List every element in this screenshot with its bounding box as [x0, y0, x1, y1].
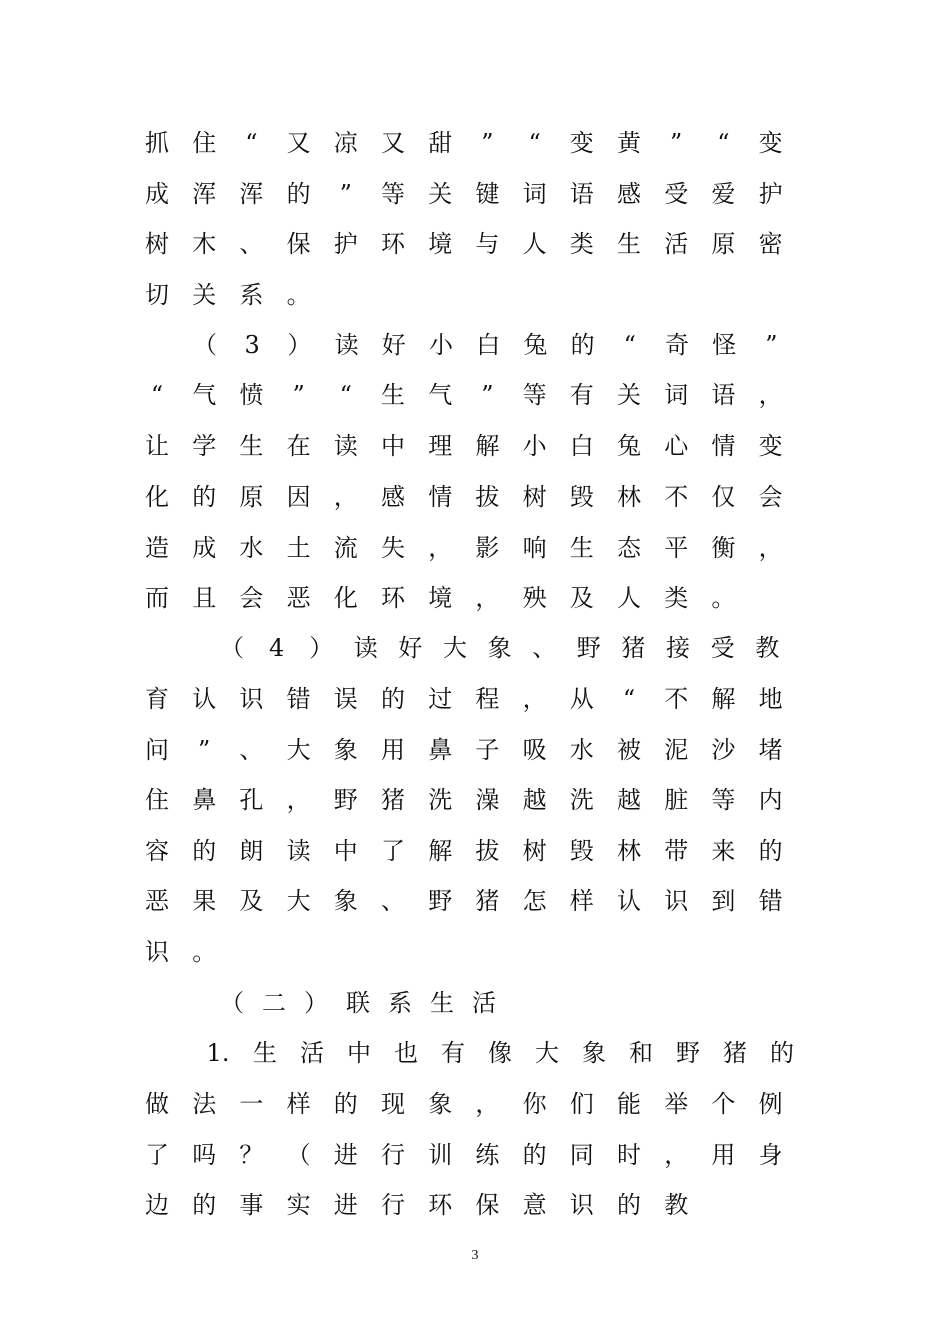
text-glyph: 情: [428, 483, 453, 511]
text-glyph: 浑: [192, 180, 217, 208]
text-glyph: 等: [522, 381, 547, 409]
text-glyph: 怪: [712, 331, 737, 359]
text-glyph: 认: [617, 887, 641, 915]
text-glyph: 举: [664, 1090, 689, 1118]
text-glyph: 中: [381, 432, 405, 460]
text-glyph: 切: [145, 281, 169, 309]
text-glyph: 了: [381, 837, 405, 865]
text-glyph: 树: [522, 837, 547, 865]
text-glyph: 情: [711, 432, 736, 460]
text-glyph: 键: [475, 180, 500, 208]
text-glyph: 读: [286, 837, 311, 865]
text-glyph: 洗: [569, 786, 594, 814]
text-glyph: 猪: [621, 634, 646, 662]
text-line: [0, 782, 950, 832]
text-glyph: 化: [333, 584, 358, 612]
text-glyph: ”: [481, 381, 494, 409]
text-glyph: 小: [522, 432, 547, 460]
text-glyph: 像: [488, 1039, 512, 1067]
text-glyph: 的: [758, 837, 783, 865]
text-glyph: 鼻: [428, 736, 453, 764]
text-glyph: 林: [617, 483, 641, 511]
text-glyph: 的: [617, 1191, 641, 1219]
text-glyph: 野: [576, 634, 601, 662]
text-glyph: 护: [758, 180, 783, 208]
text-glyph: ，: [428, 534, 453, 562]
text-glyph: 成: [192, 534, 217, 562]
text-glyph: 育: [145, 685, 169, 713]
text-glyph: 实: [286, 1191, 311, 1219]
text-glyph: 白: [476, 331, 501, 359]
text-line: [0, 530, 950, 580]
text-glyph: 学: [192, 432, 217, 460]
text-line: [0, 1137, 950, 1187]
text-glyph: 树: [145, 230, 169, 258]
text-glyph: 朗: [239, 837, 264, 865]
text-glyph: ”: [292, 381, 305, 409]
text-glyph: 的: [192, 837, 217, 865]
text-glyph: 到: [711, 887, 736, 915]
text-glyph: 与: [475, 230, 500, 258]
text-glyph: 的: [381, 685, 405, 713]
text-glyph: 等: [381, 180, 405, 208]
text-glyph: 吗: [192, 1141, 217, 1169]
text-glyph: 孔: [239, 786, 264, 814]
text-glyph: 因: [286, 483, 311, 511]
text-glyph: 保: [475, 1191, 500, 1219]
text-glyph: ，: [286, 786, 311, 814]
text-glyph: 象: [333, 736, 358, 764]
text-glyph: 的: [333, 1090, 358, 1118]
text-line: [0, 125, 950, 175]
text-glyph: ，: [333, 483, 358, 511]
text-glyph: 好: [381, 331, 406, 359]
text-glyph: 一: [239, 1090, 264, 1118]
text-glyph: 。: [711, 584, 736, 612]
text-glyph: 词: [664, 381, 689, 409]
text-glyph: 现: [381, 1090, 405, 1118]
text-glyph: 识: [145, 938, 169, 966]
text-glyph: 保: [286, 230, 311, 258]
text-line: [0, 428, 950, 478]
text-glyph: 在: [286, 432, 311, 460]
text-glyph: 语: [711, 381, 736, 409]
text-glyph: 识: [569, 1191, 594, 1219]
text-glyph: 恶: [286, 584, 311, 612]
text-line: [0, 580, 950, 630]
text-glyph: 你: [522, 1090, 547, 1118]
text-glyph: 例: [758, 1090, 783, 1118]
text-glyph: 地: [758, 685, 783, 713]
text-glyph: 澡: [475, 786, 500, 814]
text-glyph: （: [220, 634, 244, 662]
text-glyph: 来: [711, 837, 736, 865]
text-glyph: 流: [333, 534, 358, 562]
text-glyph: 教: [755, 634, 780, 662]
text-glyph: 二: [262, 989, 286, 1017]
text-glyph: 而: [145, 584, 169, 612]
text-glyph: 感: [617, 180, 641, 208]
text-glyph: 气: [428, 381, 453, 409]
text-glyph: 拔: [475, 837, 500, 865]
text-glyph: ”: [481, 129, 494, 157]
text-glyph: 毁: [569, 837, 594, 865]
text-glyph: 行: [381, 1191, 405, 1219]
text-glyph: 化: [145, 483, 169, 511]
text-glyph: 带: [664, 837, 689, 865]
text-glyph: 法: [192, 1090, 217, 1118]
text-glyph: 了: [145, 1141, 169, 1169]
text-glyph: 甜: [428, 129, 453, 157]
text-glyph: 抓: [145, 129, 169, 157]
text-glyph: 住: [192, 129, 217, 157]
text-glyph: 、: [239, 230, 264, 258]
text-glyph: 读: [334, 331, 359, 359]
text-glyph: 识: [664, 887, 689, 915]
text-glyph: ）: [309, 634, 334, 662]
text-glyph: 生: [253, 1039, 277, 1067]
text-glyph: 象: [333, 887, 358, 915]
text-glyph: 大: [286, 736, 311, 764]
text-glyph: 猪: [723, 1039, 747, 1067]
text-glyph: 住: [145, 786, 169, 814]
text-glyph: 林: [617, 837, 641, 865]
text-glyph: 原: [711, 230, 736, 258]
text-glyph: ，: [664, 1141, 689, 1169]
text-glyph: 接: [666, 634, 690, 662]
text-line: [0, 277, 950, 327]
text-line: [0, 681, 950, 731]
text-glyph: 解: [711, 685, 736, 713]
text-glyph: 拔: [475, 483, 500, 511]
text-glyph: 环: [428, 1191, 453, 1219]
text-glyph: 联: [346, 989, 370, 1017]
text-glyph: 水: [239, 534, 264, 562]
text-glyph: 变: [758, 129, 783, 157]
text-glyph: 密: [758, 230, 783, 258]
text-glyph: 成: [145, 180, 169, 208]
text-glyph: 气: [192, 381, 217, 409]
text-glyph: 进: [333, 1191, 358, 1219]
text-glyph: “: [150, 381, 164, 409]
text-glyph: 的: [192, 1191, 217, 1219]
text-glyph: 受: [710, 634, 735, 662]
text-glyph: 又: [286, 129, 311, 157]
text-line: [0, 934, 950, 984]
text-glyph: 仅: [711, 483, 736, 511]
text-glyph: 白: [569, 432, 594, 460]
text-glyph: 读: [333, 432, 358, 460]
text-glyph: 心: [664, 432, 689, 460]
text-glyph: 1.: [206, 1039, 230, 1067]
text-glyph: ，: [758, 381, 783, 409]
text-glyph: 问: [145, 736, 169, 764]
text-glyph: 恶: [145, 887, 169, 915]
text-glyph: 认: [192, 685, 217, 713]
text-glyph: 猪: [475, 887, 500, 915]
text-glyph: 兔: [617, 432, 641, 460]
text-glyph: 越: [617, 786, 641, 814]
text-glyph: 系: [239, 281, 264, 309]
text-glyph: 且: [192, 584, 217, 612]
text-glyph: 解: [475, 432, 500, 460]
text-glyph: 活: [664, 230, 689, 258]
text-glyph: ”: [765, 331, 778, 359]
text-glyph: 护: [333, 230, 358, 258]
text-glyph: ”: [670, 129, 683, 157]
text-glyph: “: [528, 129, 541, 157]
text-glyph: 水: [569, 736, 594, 764]
text-line: [0, 377, 950, 427]
text-glyph: 堵: [758, 736, 783, 764]
text-glyph: 的: [770, 1039, 794, 1067]
text-glyph: 感: [381, 483, 405, 511]
text-glyph: 树: [522, 483, 547, 511]
text-glyph: （: [220, 989, 244, 1017]
text-glyph: 。: [192, 938, 217, 966]
text-glyph: 教: [664, 1191, 689, 1219]
text-line: [0, 732, 950, 782]
text-glyph: 泥: [664, 736, 689, 764]
text-glyph: （: [193, 331, 217, 359]
text-glyph: 被: [617, 736, 641, 764]
text-glyph: 用: [381, 736, 405, 764]
text-glyph: 境: [428, 584, 453, 612]
text-glyph: （: [286, 1141, 311, 1169]
text-glyph: 殃: [522, 584, 547, 612]
text-glyph: 吸: [522, 736, 547, 764]
text-glyph: 越: [522, 786, 547, 814]
text-glyph: 读: [353, 634, 378, 662]
text-glyph: 内: [758, 786, 783, 814]
text-glyph: 生: [381, 381, 405, 409]
text-glyph: 、: [239, 736, 264, 764]
text-glyph: 及: [239, 887, 264, 915]
text-glyph: 错: [758, 887, 783, 915]
text-glyph: 受: [664, 180, 689, 208]
text-glyph: 生: [239, 432, 264, 460]
text-glyph: 活: [472, 989, 496, 1017]
text-glyph: 人: [617, 584, 641, 612]
text-line: [0, 1035, 950, 1085]
text-glyph: ？: [239, 1141, 264, 1169]
text-glyph: 理: [428, 432, 453, 460]
text-glyph: 生: [430, 989, 454, 1017]
text-glyph: 识: [239, 685, 264, 713]
text-glyph: 的: [522, 1141, 547, 1169]
text-glyph: 身: [758, 1141, 783, 1169]
page-number: 3: [471, 1248, 479, 1263]
text-glyph: 练: [475, 1141, 500, 1169]
text-glyph: 响: [522, 534, 547, 562]
text-glyph: 错: [286, 685, 311, 713]
text-glyph: 、: [532, 634, 557, 662]
text-line: [0, 1086, 950, 1136]
text-glyph: 黄: [617, 129, 641, 157]
text-glyph: 变: [758, 432, 783, 460]
text-line: [0, 176, 950, 226]
text-glyph: 让: [145, 432, 169, 460]
text-glyph: 大: [443, 634, 467, 662]
text-glyph: ，: [475, 1090, 500, 1118]
text-line: [0, 1187, 950, 1237]
text-glyph: 兔: [523, 331, 548, 359]
text-glyph: 时: [617, 1141, 641, 1169]
text-glyph: 衡: [711, 534, 736, 562]
text-glyph: 象: [487, 634, 512, 662]
text-glyph: 类: [664, 584, 689, 612]
text-glyph: ”: [198, 736, 211, 764]
text-glyph: 野: [676, 1039, 700, 1067]
text-glyph: 野: [333, 786, 358, 814]
text-glyph: 、: [381, 887, 405, 915]
text-glyph: 毁: [569, 483, 594, 511]
text-glyph: 鼻: [192, 786, 217, 814]
text-glyph: 子: [475, 736, 500, 764]
text-glyph: 样: [569, 887, 594, 915]
text-glyph: 野: [428, 887, 453, 915]
text-glyph: 能: [617, 1090, 641, 1118]
text-glyph: 沙: [711, 736, 736, 764]
text-glyph: 小: [429, 331, 453, 359]
text-glyph: 洗: [428, 786, 453, 814]
text-glyph: 愤: [239, 381, 264, 409]
text-glyph: 环: [381, 584, 405, 612]
text-glyph: 大: [286, 887, 311, 915]
text-glyph: 从: [569, 685, 594, 713]
text-glyph: 的: [286, 180, 311, 208]
text-glyph: 人: [522, 230, 547, 258]
text-glyph: 训: [428, 1141, 453, 1169]
text-glyph: 语: [569, 180, 594, 208]
text-glyph: 环: [381, 230, 405, 258]
text-glyph: 变: [569, 129, 594, 157]
text-glyph: 做: [145, 1090, 169, 1118]
text-glyph: 会: [239, 584, 264, 612]
text-glyph: 中: [347, 1039, 371, 1067]
text-line: [0, 833, 950, 883]
text-glyph: 境: [428, 230, 453, 258]
text-glyph: 类: [569, 230, 594, 258]
text-glyph: 有: [569, 381, 594, 409]
text-line: [0, 327, 950, 377]
text-glyph: 等: [711, 786, 736, 814]
text-glyph: 意: [522, 1191, 547, 1219]
text-line: [0, 479, 950, 529]
text-glyph: 猪: [381, 786, 405, 814]
text-glyph: 会: [758, 483, 783, 511]
text-glyph: 怎: [522, 887, 547, 915]
text-glyph: “: [245, 129, 258, 157]
text-glyph: 造: [145, 534, 169, 562]
text-glyph: 过: [428, 685, 453, 713]
text-glyph: 有: [441, 1039, 465, 1067]
text-glyph: 样: [286, 1090, 311, 1118]
text-glyph: 不: [664, 685, 689, 713]
text-glyph: 词: [522, 180, 547, 208]
text-glyph: ）: [304, 989, 328, 1017]
text-glyph: 好: [398, 634, 423, 662]
text-line: [0, 226, 950, 276]
text-glyph: 事: [239, 1191, 264, 1219]
text-glyph: 平: [664, 534, 689, 562]
text-glyph: 脏: [664, 786, 689, 814]
text-glyph: 大: [535, 1039, 559, 1067]
text-glyph: 边: [145, 1191, 169, 1219]
text-glyph: 及: [569, 584, 594, 612]
text-glyph: 象: [428, 1090, 453, 1118]
text-glyph: 行: [381, 1141, 405, 1169]
text-glyph: 也: [394, 1039, 418, 1067]
text-glyph: 解: [428, 837, 453, 865]
text-glyph: 系: [388, 989, 412, 1017]
text-glyph: “: [622, 685, 636, 713]
text-glyph: “: [623, 331, 636, 359]
text-glyph: ）: [287, 331, 312, 359]
text-glyph: 生: [569, 534, 594, 562]
text-glyph: ，: [758, 534, 783, 562]
text-glyph: 程: [475, 685, 500, 713]
text-glyph: 不: [664, 483, 689, 511]
text-glyph: 奇: [665, 331, 689, 359]
text-glyph: “: [339, 381, 352, 409]
text-glyph: 浑: [239, 180, 264, 208]
text-glyph: 象: [582, 1039, 606, 1067]
text-glyph: 个: [711, 1090, 736, 1118]
text-line: [0, 985, 950, 1035]
text-glyph: ，: [522, 685, 547, 713]
text-glyph: 的: [192, 483, 217, 511]
text-glyph: 3: [244, 331, 260, 359]
text-glyph: 原: [239, 483, 264, 511]
text-glyph: ，: [475, 584, 500, 612]
text-glyph: 中: [333, 837, 358, 865]
text-glyph: 进: [333, 1141, 358, 1169]
text-glyph: 的: [570, 331, 595, 359]
text-glyph: 失: [381, 534, 405, 562]
text-line: [0, 883, 950, 933]
text-glyph: 又: [381, 129, 405, 157]
text-glyph: 们: [569, 1090, 594, 1118]
text-glyph: 凉: [333, 129, 358, 157]
text-glyph: 关: [428, 180, 453, 208]
text-glyph: ”: [339, 180, 352, 208]
text-glyph: 误: [333, 685, 358, 713]
text-glyph: 同: [569, 1141, 594, 1169]
text-glyph: 果: [192, 887, 217, 915]
text-glyph: 。: [286, 281, 311, 309]
text-glyph: 影: [475, 534, 500, 562]
text-glyph: 爱: [711, 180, 736, 208]
text-line: [0, 630, 950, 680]
text-glyph: 土: [286, 534, 311, 562]
text-glyph: 活: [300, 1039, 324, 1067]
text-glyph: 用: [711, 1141, 736, 1169]
text-glyph: 4: [268, 634, 285, 662]
text-glyph: 和: [629, 1039, 653, 1067]
text-glyph: 容: [145, 837, 169, 865]
text-glyph: 关: [617, 381, 641, 409]
text-glyph: 木: [192, 230, 217, 258]
text-glyph: 生: [617, 230, 641, 258]
text-glyph: 态: [617, 534, 641, 562]
text-glyph: “: [717, 129, 730, 157]
text-glyph: 关: [192, 281, 217, 309]
